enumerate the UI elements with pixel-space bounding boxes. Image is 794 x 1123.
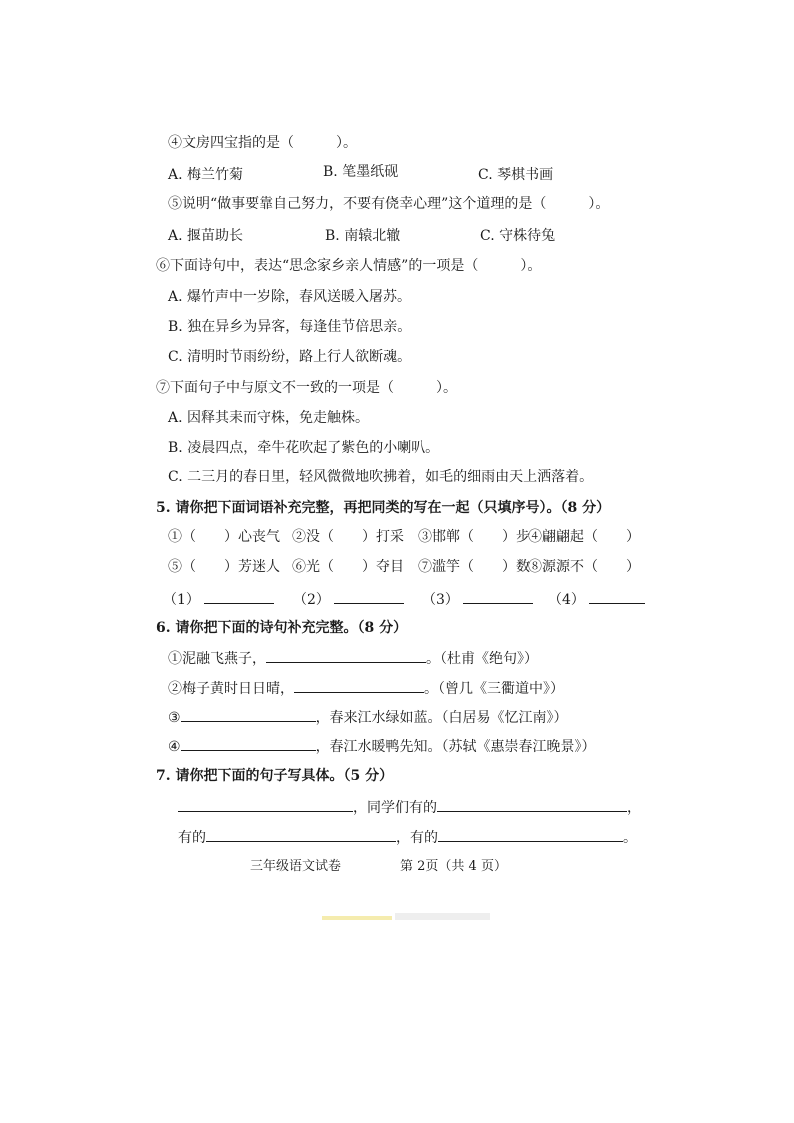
poem-line-3-pre: ③	[168, 710, 181, 726]
section-5-item-1: ①（ ）心丧气	[168, 529, 280, 545]
section-5-item-5: ⑤（ ）芳迷人	[168, 559, 280, 575]
section-5-item-7: ⑦滥竽（ ）数	[418, 559, 530, 575]
section-7-line-1-end: ，	[627, 800, 641, 816]
question-6-option-b: B. 独在异乡为异客，每逢佳节倍思亲。	[168, 319, 412, 335]
section-7-line-1-mid: ，同学们有的	[353, 800, 437, 816]
answer-2-label: （2）	[293, 592, 330, 608]
answer-4-label: （4）	[548, 592, 585, 608]
question-5-option-c: C. 守株待兔	[480, 228, 556, 244]
section-7-blank-4[interactable]	[438, 826, 623, 842]
question-5-stem: ⑤说明“做事要靠自己努力，不要有侥幸心理”这个道理的是（ ）。	[168, 196, 610, 212]
question-5-option-b: B. 南辕北辙	[325, 228, 401, 244]
question-6-option-a: A. 爆竹声中一岁除，春风送暖入屠苏。	[168, 289, 412, 305]
section-5-item-3: ③邯郸（ ）步	[418, 529, 530, 545]
poem-line-3-post: ，春来江水绿如蓝。（白居易《忆江南》）	[315, 710, 568, 726]
section-7-title: 7. 请你把下面的句子写具体。（5 分）	[156, 768, 394, 784]
question-7-option-b: B. 凌晨四点，牵牛花吹起了紫色的小喇叭。	[168, 440, 440, 456]
poem-line-1	[168, 647, 538, 669]
section-7-blank-3[interactable]	[206, 826, 396, 842]
section-5-item-2: ②没（ ）打采	[292, 529, 404, 545]
answer-2-blank[interactable]	[334, 588, 404, 604]
scan-smudge-mark	[395, 913, 490, 920]
poem-line-2-pre: ②梅子黄时日日晴，	[168, 681, 294, 697]
question-5-option-a: A. 揠苗助长	[168, 228, 244, 244]
section-5-answer-2	[293, 588, 404, 610]
section-7-line-1	[178, 796, 641, 818]
poem-line-1-pre: ①泥融飞燕子，	[168, 651, 266, 667]
section-7-line-2-a: 有的	[178, 830, 206, 846]
question-7-option-a: A. 因释其耒而守株，免走触株。	[168, 410, 370, 426]
poem-line-4-pre: ④	[168, 739, 181, 755]
section-5-answer-4	[548, 588, 645, 610]
section-7-line-2	[178, 826, 637, 848]
question-4-option-b: B. 笔墨纸砚	[323, 164, 399, 180]
question-4-option-c: C. 琴棋书画	[478, 167, 554, 183]
poem-line-3	[168, 706, 568, 728]
question-4-option-a: A. 梅兰竹菊	[168, 167, 244, 183]
footer-page-number: 第 2页（共 4 页）	[400, 859, 507, 874]
poem-line-2-blank[interactable]	[294, 677, 424, 693]
section-5-item-8: ⑧源源不（ ）	[528, 559, 640, 575]
section-7-blank-2[interactable]	[437, 796, 627, 812]
poem-line-3-blank[interactable]	[181, 706, 316, 722]
question-7-option-c: C. 二三月的春日里，轻风微微地吹拂着，如毛的细雨由天上洒落着。	[168, 469, 594, 485]
section-5-item-6: ⑥光（ ）夺目	[292, 559, 404, 575]
section-7-line-2-end: 。	[623, 830, 637, 846]
section-6-title: 6. 请你把下面的诗句补充完整。（8 分）	[156, 620, 408, 636]
section-5-answer-3	[422, 588, 533, 610]
poem-line-2	[168, 677, 564, 699]
section-5-title: 5. 请你把下面词语补充完整，再把同类的写在一起（只填序号）。（8 分）	[156, 500, 611, 516]
section-5-answer-1	[163, 588, 274, 610]
footer-title: 三年级语文试卷	[250, 859, 342, 874]
poem-line-4	[168, 735, 596, 757]
poem-line-1-blank[interactable]	[266, 647, 426, 663]
poem-line-2-post: 。（曾几《三衢道中》）	[424, 681, 564, 697]
poem-line-4-post: ，春江水暖鸭先知。（苏轼《惠崇春江晚景》）	[315, 739, 596, 755]
answer-3-label: （3）	[422, 592, 459, 608]
section-5-item-4: ④翩翩起（ ）	[528, 529, 640, 545]
answer-4-blank[interactable]	[589, 588, 645, 604]
question-7-stem: ⑦下面句子中与原文不一致的一项是（ ）。	[156, 380, 457, 396]
answer-1-label: （1）	[163, 592, 200, 608]
question-6-option-c: C. 清明时节雨纷纷，路上行人欲断魂。	[168, 349, 412, 365]
scan-highlight-mark	[322, 916, 392, 920]
section-7-blank-1[interactable]	[178, 796, 353, 812]
poem-line-4-blank[interactable]	[181, 735, 316, 751]
question-4-stem: ④文房四宝指的是（ ）。	[168, 135, 357, 151]
answer-1-blank[interactable]	[204, 588, 274, 604]
poem-line-1-post: 。（杜甫《绝句》）	[426, 651, 538, 667]
answer-3-blank[interactable]	[463, 588, 533, 604]
question-6-stem: ⑥下面诗句中，表达“思念家乡亲人情感”的一项是（ ）。	[156, 258, 542, 274]
section-7-line-2-b: ，有的	[396, 830, 438, 846]
